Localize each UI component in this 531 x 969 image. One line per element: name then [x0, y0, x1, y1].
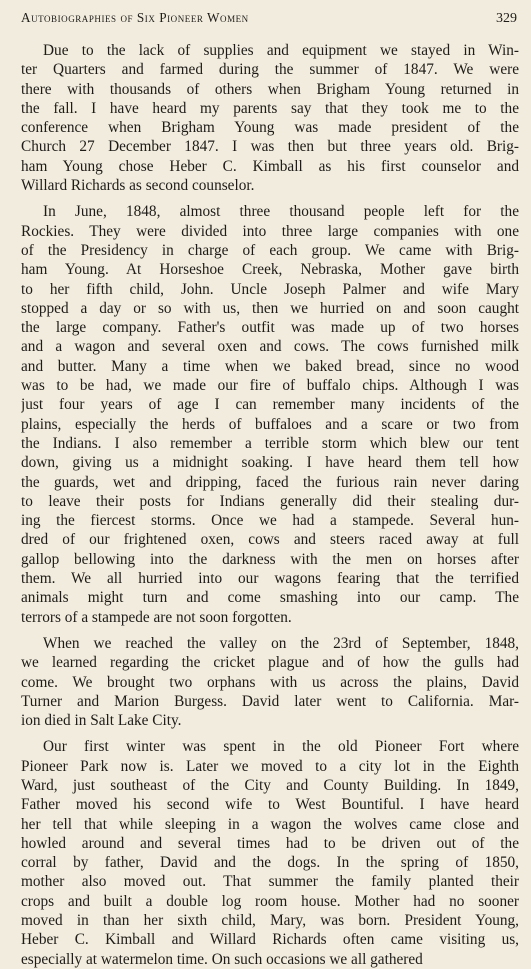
body-text [21, 41, 519, 969]
text-line: Rockies. They were divided into three large companies with one [21, 222, 519, 240]
text-line: the guards, wet and dripping, faced the furious rain never daring [21, 473, 519, 491]
text-line: animals might turn and come smashing into our camp. The [21, 589, 519, 607]
text-line: down, giving us a midnight soaking. I have heard them tell how [21, 454, 519, 472]
text-line: ham Young. At Horseshoe Creek, Nebraska, Mother gave birth [21, 261, 519, 279]
text-line: moved in than her sixth child, Mary, was born. President Young, [21, 912, 519, 930]
text-line: was to be had, we made our fire of buffalo chips. Although I was [21, 377, 519, 395]
text-line: Heber C. Kimball and Willard Richards often came visiting us, [21, 931, 519, 949]
text-line: and a wagon and several oxen and cows. The cows furnished milk [21, 338, 519, 356]
text-line: When we reached the valley on the 23rd of September, 1848, [43, 634, 519, 652]
text-line: ing the fiercest storms. Once we had a stampede. Several hun- [21, 512, 519, 530]
text-line: the Indians. I also remember a terrible storm which blew our tent [21, 434, 519, 452]
paragraph [21, 41, 519, 195]
text-line: just four years of age I can remember many incidents of the [21, 396, 519, 414]
text-line: plains, especially the herds of buffaloes and a scare or two from [21, 415, 519, 433]
text-line: In June, 1848, almost three thousand people left for the [43, 203, 519, 221]
text-line: Our first winter was spent in the old Pioneer Fort where [43, 738, 519, 756]
text-line: howled around and several times had to be driven out of the [21, 834, 519, 852]
text-line: dred of our frightened oxen, cows and steers raced away at full [21, 531, 519, 549]
text-line: the large company. Father's outfit was made up of two horses [21, 319, 519, 337]
text-line: ham Young chose Heber C. Kimball as his first counselor and [21, 157, 519, 175]
paragraph [21, 737, 519, 969]
text-line: them. We all hurried into our wagons fearing that the terrified [21, 570, 519, 588]
text-line: her tell that while sleeping in a wagon the wolves came close and [21, 815, 519, 833]
text-line: the fall. I have heard my parents say that they took me to the [21, 99, 519, 117]
text-line: stopped a day or so with us, then we hurried on and soon caught [21, 299, 519, 317]
text-line: Father moved his second wife to West Bountiful. I have heard [21, 796, 519, 814]
text-line: ion died in Salt Lake City. [21, 712, 182, 730]
text-line: mother also moved out. That summer the family planted their [21, 873, 519, 891]
paragraph [21, 202, 519, 627]
text-line: Turner and Marion Burgess. David later went to California. Mar- [21, 692, 519, 710]
text-line: and butter. Many a time when we baked bread, since no wood [21, 357, 519, 375]
running-header [21, 10, 519, 32]
running-header-title: Autobiographies of Six Pioneer Women [21, 10, 249, 25]
text-line: Pioneer Park now is. Later we moved to a city lot in the Eighth [21, 757, 519, 775]
text-line: crops and built a double log room house. Mother had no sooner [21, 892, 519, 910]
paragraph [21, 634, 519, 730]
text-line: to her fifth child, John. Uncle Joseph Palmer and wife Mary [21, 280, 519, 298]
text-line: Ward, just southeast of the City and County Building. In 1849, [21, 776, 519, 794]
text-line: gallop bellowing into the darkness with the men on horses after [21, 550, 519, 568]
page-number: 329 [496, 11, 517, 26]
text-line: corral by father, David and the dogs. In the spring of 1850, [21, 854, 519, 872]
text-line: terrors of a stampede are not soon forgotten. [21, 608, 292, 626]
text-line: of the Presidency in charge of each group. We came with Brig- [21, 241, 519, 259]
text-line: ter Quarters and farmed during the summer of 1847. We were [21, 61, 519, 79]
text-line: Willard Richards as second counselor. [21, 177, 255, 195]
text-line: we learned regarding the cricket plague and of how the gulls had [21, 654, 519, 672]
text-line: especially at watermelon time. On such occasions we all gathered [21, 950, 423, 968]
text-line: Due to the lack of supplies and equipment we stayed in Win- [43, 42, 519, 59]
text-line: there with thousands of others when Brigham Young returned in [21, 80, 519, 98]
text-line: conference when Brigham Young was made president of the [21, 119, 519, 137]
text-line: Church 27 December 1847. I was then but three years old. Brig- [21, 138, 519, 156]
text-line: to leave their posts for Indians generally did their stealing dur- [21, 492, 519, 510]
text-line: come. We brought two orphans with us across the plains, David [21, 673, 519, 691]
